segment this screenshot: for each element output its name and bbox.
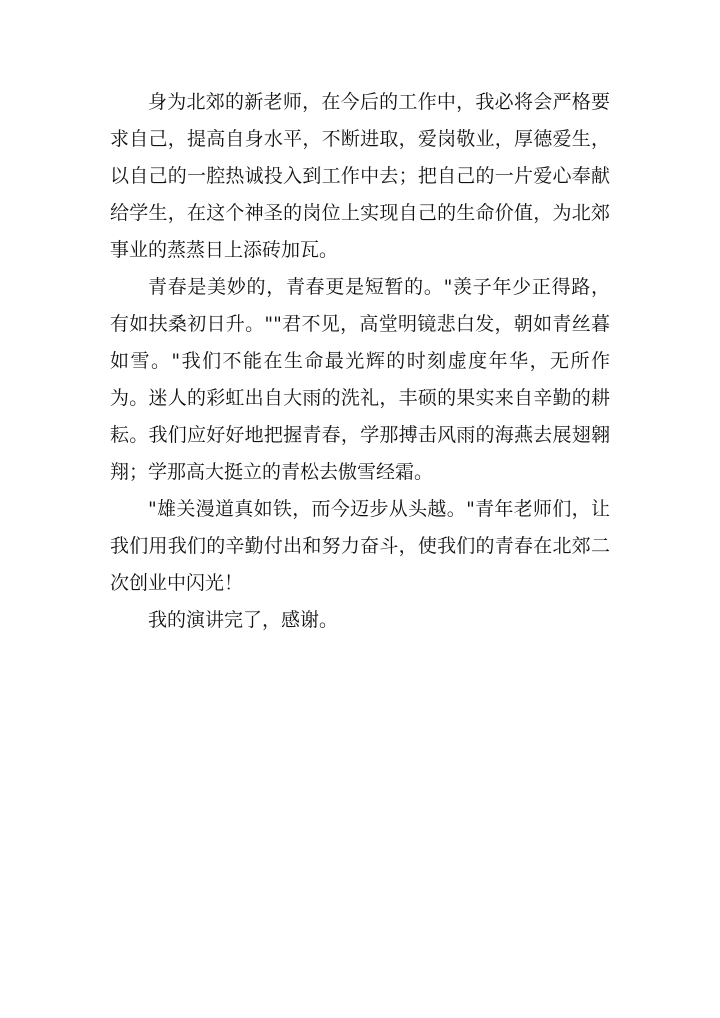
paragraph-new-teacher-commitment: 身为北郊的新老师，在今后的工作中，我必将会严格要求自己，提高自身水平，不断进取，爱岗敬业，厚德爱生，以自己的一腔热诚投入到工作中去；把自己的一片爱心奉献给学生，在这个神圣的岗位上实现自己的生命价值，为北郊事业的蒸蒸日上添砖加瓦。 [110,91,610,261]
speech-body [110,84,610,639]
paragraph-call-to-action: "雄关漫道真如铁，而今迈步从头越。"青年老师们，让我们用我们的辛勤付出和努力奋斗，使我们的青春在北郊二次创业中闪光！ [110,498,610,594]
paragraph-closing: 我的演讲完了，感谢。 [148,609,339,631]
paragraph-youth: 青春是美妙的，青春更是短暂的。"羡子年少正得路，有如扶桑初日升。""君不见，高堂明镜悲白发，朝如青丝暮如雪。"我们不能在生命最光辉的时刻虚度年华，无所作为。迷人的彩虹出自大雨的洗礼，丰硕的果实来自辛勤的耕耘。我们应好好地把握青春，学那搏击风雨的海燕去展翅翱翔；学那高大挺立的青松去傲雪经霜。 [110,276,610,483]
